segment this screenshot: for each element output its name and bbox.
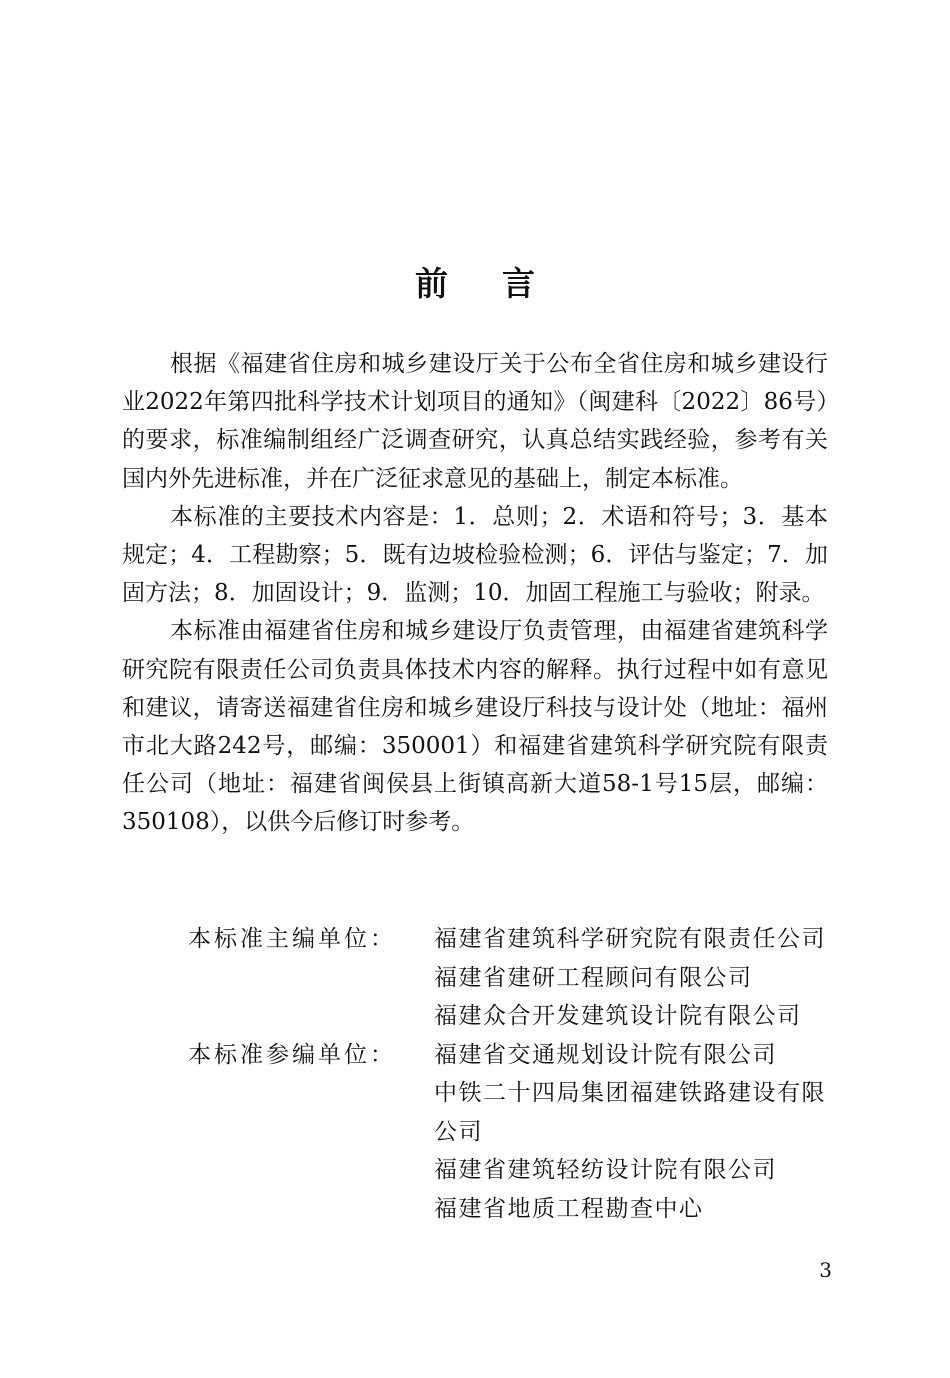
page-title: 前言 <box>415 264 589 303</box>
chief-units-list <box>434 920 840 1036</box>
list-item: 福建省交通规划设计院有限公司 <box>434 1041 777 1068</box>
list-item: 福建众合开发建筑设计院有限公司 <box>434 1003 802 1029</box>
compiling-units <box>122 920 842 1228</box>
list-item: 福建省建筑轻纺设计院有限公司 <box>434 1157 777 1183</box>
list-item: 福建省建筑科学研究院有限责任公司 <box>434 926 826 952</box>
list-item: 福建省建研工程顾问有限公司 <box>434 964 753 991</box>
list-item: 福建省地质工程勘查中心 <box>434 1195 704 1222</box>
list-item: 中铁二十四局集团福建铁路建设有限公司 <box>434 1080 826 1145</box>
participating-units-group <box>122 1036 842 1229</box>
page-number: 3 <box>819 1258 832 1282</box>
paragraph-basis: 根据《福建省住房和城乡建设厅关于公布全省住房和城乡建设行业2022年第四批科学技术计划项目的通知》（闽建科〔2022〕86号）的要求，标准编制组经广泛调查研究，认真总结实践经验，参考有关国内外先进标准，并在广泛征求意见的基础上，制定本标准。 <box>122 351 828 492</box>
chief-units-label: 本标准主编单位： <box>188 926 396 952</box>
paragraph-technical-content: 本标准的主要技术内容是：1．总则；2．术语和符号；3．基本规定；4．工程勘察；5．既有边坡检验检测；6．评估与鉴定；7．加固方法；8．加固设计；9．监测；10．加固工程施工与验收；附录。 <box>122 503 828 607</box>
paragraph-management: 本标准由福建省住房和城乡建设厅负责管理，由福建省建筑科学研究院有限责任公司负责具体技术内容的解释。执行过程中如有意见和建议，请寄送福建省住房和城乡建设厅科技与设计处（地址：福州市北大路242号，邮编：350001）和福建省建筑科学研究院有限责任公司（地址：福建省闽侯县上街镇高新大道58-1号15层，邮编：350108），以供今后修订时参考。 <box>122 618 828 836</box>
participating-units-label: 本标准参编单位： <box>188 1041 396 1068</box>
participating-units-list <box>434 1036 840 1229</box>
preface-body <box>122 345 828 842</box>
chief-units-group <box>122 920 842 1036</box>
